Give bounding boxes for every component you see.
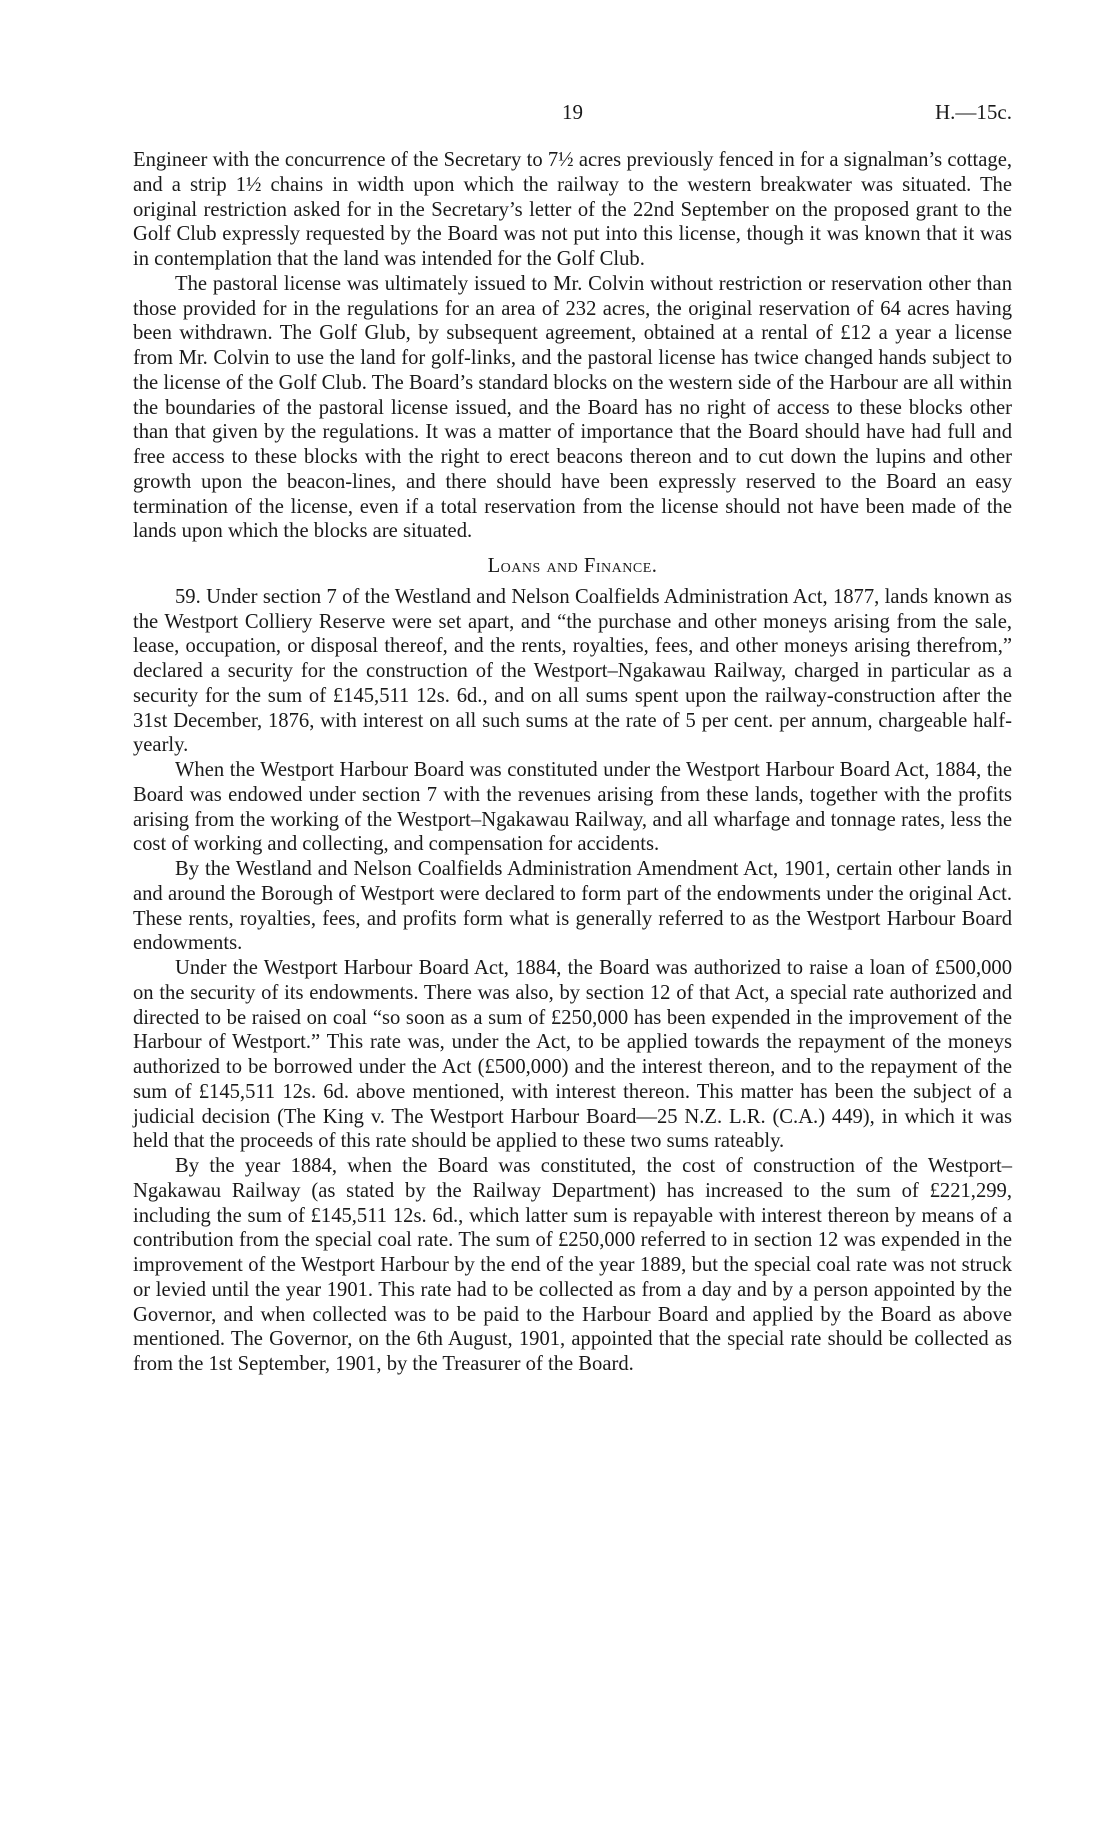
document-page: [133, 100, 1012, 1377]
page-header: [133, 100, 1012, 134]
page-number: 19: [562, 100, 583, 124]
paragraph-pastoral-license: The pastoral license was ultimately issued to Mr. Colvin without restriction or reservation other than those provided for in the regulations for an area of 232 acres, the original reservation of 64 acres having been withdrawn. The Golf Glub, by subsequent agreement, obtained at a rental of £12 a year a license from Mr. Colvin to use the land for golf-links, and the pastoral license has twice changed hands subject to the license of the Golf Club. The Board’s standard blocks on the western side of the Harbour are all within the boundaries of the pastoral license issued, and the Board has no right of access to these blocks other than that given by the regulations. It was a matter of importance that the Board should have had full and free access to these blocks with the right to erect beacons thereon and to cut down the lupins and other growth upon the beacon-lines, and there should have been expressly reserved to the Board an easy termination of the license, even if a total reservation from the license should not have been made of the lands upon which the blocks are situated.: [133, 272, 1012, 543]
paragraph-harbour-board-constituted: When the Westport Harbour Board was constituted under the Westport Harbour Board Act, 1884, the Board was endowed under section 7 with the revenues arising from these lands, together with the profits arising from the working of the Westport–Ngakawau Railway, and all wharfage and tonnage rates, less the cost of working and collecting, and compensation for accidents.: [133, 759, 1012, 856]
section-heading-loans-and-finance: Loans and Finance.: [487, 555, 658, 577]
paragraph-59-colliery-reserve: 59. Under section 7 of the Westland and Nelson Coalfields Administration Act, 1877, lands known as the Westport Colliery Reserve were set apart, and “the purchase and other moneys arising from the sale, lease, occupation, or disposal thereof, and the rents, royalties, fees, and other moneys arising therefrom,” declared a security for the construction of the Westport–Ngakawau Railway, charged in particular as a security for the sum of £145,511 12s. 6d., and on all sums spent upon the railway-construction after the 31st December, 1876, with interest on all such sums at the rate of 5 per cent. per annum, chargeable half-yearly.: [133, 585, 1012, 757]
body-text: [133, 148, 1012, 1377]
paragraph-continuation: Engineer with the concurrence of the Secretary to 7½ acres previously fenced in for a signalman’s cottage, and a strip 1½ chains in width upon which the railway to the western breakwater was situated. The original restriction asked for in the Secretary’s letter of the 22nd September on the proposed grant to the Golf Club expressly requested by the Board was not put into this license, though it was known that it was in contemplation that the land was intended for the Golf Club.: [133, 149, 1012, 270]
paragraph-railway-cost: By the year 1884, when the Board was constituted, the cost of construction of the Westport–Ngakawau Railway (as stated by the Railway Department) has increased to the sum of £221,299, including the sum of £145,511 12s. 6d., which latter sum is repayable with interest thereon by means of a contribution from the special coal rate. The sum of £250,000 referred to in section 12 was expended in the improvement of the Westport Harbour by the end of the year 1889, but the special coal rate was not struck or levied until the year 1901. This rate had to be collected as from a day and by a person appointed by the Governor, and when collected was to be paid to the Harbour Board and applied by the Board as above mentioned. The Governor, on the 6th August, 1901, appointed that the special rate should be collected as from the 1st September, 1901, by the Treasurer of the Board.: [133, 1155, 1012, 1375]
paragraph-amendment-act-1901: By the Westland and Nelson Coalfields Administration Amendment Act, 1901, certain other lands in and around the Borough of Westport were declared to form part of the endowments under the original Act. These rents, royalties, fees, and profits form what is generally referred to as the Westport Harbour Board endowments.: [133, 858, 1012, 955]
paragraph-loan-authorization: Under the Westport Harbour Board Act, 1884, the Board was authorized to raise a loan of £500,000 on the security of its endowments. There was also, by section 12 of that Act, a special rate authorized and directed to be raised on coal “so soon as a sum of £250,000 has been expended in the improvement of the Harbour of Westport.” This rate was, under the Act, to be applied towards the repayment of the moneys authorized to be borrowed under the Act (£500,000) and the interest thereon, and to the repayment of the sum of £145,511 12s. 6d. above mentioned, with interest thereon. This matter has been the subject of a judicial decision (The King v. The Westport Harbour Board—25 N.Z. L.R. (C.A.) 449), in which it was held that the proceeds of this rate should be applied to these two sums rateably.: [133, 957, 1012, 1153]
document-reference: H.—15c.: [935, 100, 1012, 124]
